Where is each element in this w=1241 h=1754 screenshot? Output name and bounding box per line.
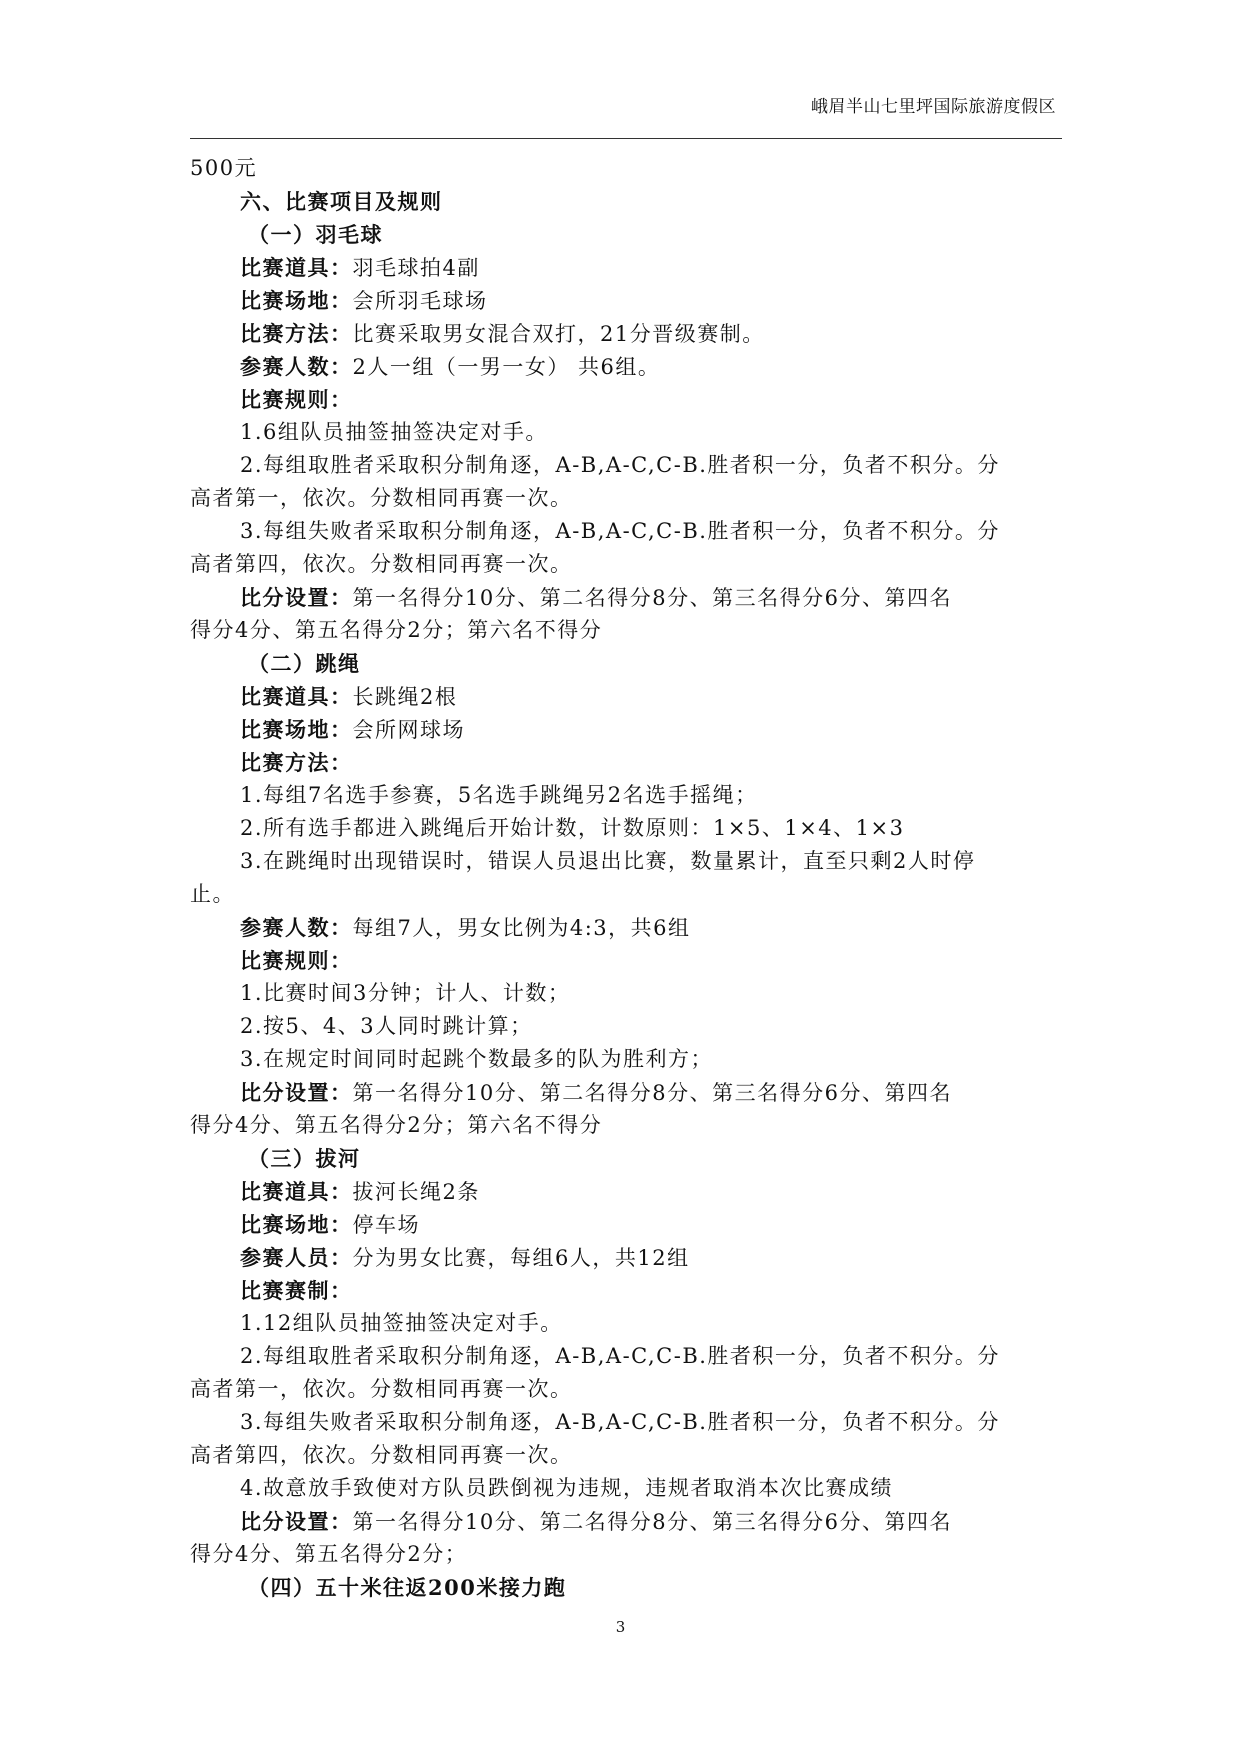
field-value: 会所羽毛球场 (352, 289, 488, 313)
field-row (190, 911, 1062, 944)
text-continuation: 高者第一，依次。分数相同再赛一次。 (190, 486, 573, 510)
field-row (190, 680, 1062, 713)
field-row (190, 350, 1062, 383)
subsection-heading: （一）羽毛球 (248, 222, 383, 247)
section-heading: 六、比赛项目及规则 (240, 189, 443, 214)
page-header (190, 82, 1062, 139)
field-label: 比分设置： (240, 585, 353, 610)
text-continuation: 高者第四，依次。分数相同再赛一次。 (190, 552, 573, 576)
field-label: 比赛道具： (240, 684, 353, 709)
field-value: 分为男女比赛，每组6人，共12组 (352, 1246, 690, 1270)
field-label: 比分设置： (240, 1509, 353, 1534)
field-label: 比赛方法： (240, 750, 353, 775)
text-continuation: 高者第一，依次。分数相同再赛一次。 (190, 1377, 573, 1401)
list-item: 1.12组队员抽签抽签决定对手。 (240, 1311, 563, 1335)
text-continuation: 止。 (190, 882, 235, 906)
field-label: 比赛赛制： (240, 1278, 353, 1303)
field-value: 2人一组（一男一女） 共6组。 (352, 355, 661, 379)
field-row (190, 746, 1062, 779)
field-value: 停车场 (352, 1213, 420, 1237)
field-row (190, 713, 1062, 746)
list-item: 2.按5、4、3人同时跳计算； (240, 1014, 533, 1038)
field-row (190, 284, 1062, 317)
field-label: 比赛规则： (240, 948, 353, 973)
field-value: 拔河长绳2条 (352, 1180, 480, 1204)
field-label: 参赛人数： (240, 354, 353, 379)
field-label: 比赛方法： (240, 321, 353, 346)
field-row (190, 1208, 1062, 1241)
field-value: 长跳绳2根 (352, 685, 458, 709)
text-line: 500元 (190, 156, 258, 180)
field-value: 比赛采取男女混合双打，21分晋级赛制。 (352, 322, 765, 346)
field-label: 比分设置： (240, 1080, 353, 1105)
subsection-heading: （四）五十米往返200米接力跑 (248, 1575, 567, 1600)
field-row (190, 383, 1062, 416)
list-item: 3.在跳绳时出现错误时，错误人员退出比赛，数量累计，直至只剩2人时停 (240, 849, 976, 873)
list-item: 1.每组7名选手参赛，5名选手跳绳另2名选手摇绳； (240, 783, 758, 807)
list-item: 1.6组队员抽签抽签决定对手。 (240, 420, 548, 444)
list-item: 4.故意放手致使对方队员跌倒视为违规，违规者取消本次比赛成绩 (240, 1476, 894, 1500)
field-row (190, 1175, 1062, 1208)
field-label: 比赛道具： (240, 1179, 353, 1204)
field-row (190, 317, 1062, 350)
header-title: 峨眉半山七里坪国际旅游度假区 (811, 97, 1056, 117)
field-label: 比赛规则： (240, 387, 353, 412)
subsection-heading: （三）拔河 (248, 1146, 361, 1171)
field-label: 比赛场地： (240, 288, 353, 313)
page-number: 3 (615, 1618, 626, 1636)
field-row (190, 1505, 1062, 1538)
field-label: 比赛场地： (240, 717, 353, 742)
field-label: 比赛道具： (240, 255, 353, 280)
field-value: 第一名得分10分、第二名得分8分、第三名得分6分、第四名 (352, 1081, 952, 1105)
list-item: 2.所有选手都进入跳绳后开始计数，计数原则：1×5、1×4、1×3 (240, 816, 905, 840)
text-continuation: 得分4分、第五名得分2分； (190, 1542, 468, 1566)
field-label: 参赛人员： (240, 1245, 353, 1270)
document-body (190, 152, 1062, 1604)
field-value: 羽毛球拍4副 (352, 256, 480, 280)
field-value: 第一名得分10分、第二名得分8分、第三名得分6分、第四名 (352, 1510, 952, 1534)
field-row (190, 1076, 1062, 1109)
text-continuation: 得分4分、第五名得分2分；第六名不得分 (190, 618, 603, 642)
field-row (190, 944, 1062, 977)
field-value: 每组7人，男女比例为4:3，共6组 (352, 916, 691, 940)
field-value: 第一名得分10分、第二名得分8分、第三名得分6分、第四名 (352, 586, 952, 610)
list-item: 2.每组取胜者采取积分制角逐，A-B,A-C,C-B.胜者积一分，负者不积分。分 (240, 1344, 1000, 1368)
list-item: 3.在规定时间同时起跳个数最多的队为胜利方； (240, 1047, 714, 1071)
list-item: 3.每组失败者采取积分制角逐，A-B,A-C,C-B.胜者积一分，负者不积分。分 (240, 519, 1000, 543)
list-item: 2.每组取胜者采取积分制角逐，A-B,A-C,C-B.胜者积一分，负者不积分。分 (240, 453, 1000, 477)
subsection-heading: （二）跳绳 (248, 651, 361, 676)
text-continuation: 高者第四，依次。分数相同再赛一次。 (190, 1443, 573, 1467)
list-item: 1.比赛时间3分钟；计人、计数； (240, 981, 571, 1005)
field-row (190, 251, 1062, 284)
field-row (190, 581, 1062, 614)
list-item: 3.每组失败者采取积分制角逐，A-B,A-C,C-B.胜者积一分，负者不积分。分 (240, 1410, 1000, 1434)
field-label: 比赛场地： (240, 1212, 353, 1237)
field-row (190, 1241, 1062, 1274)
field-label: 参赛人数： (240, 915, 353, 940)
text-continuation: 得分4分、第五名得分2分；第六名不得分 (190, 1113, 603, 1137)
field-row (190, 1274, 1062, 1307)
field-value: 会所网球场 (352, 718, 465, 742)
